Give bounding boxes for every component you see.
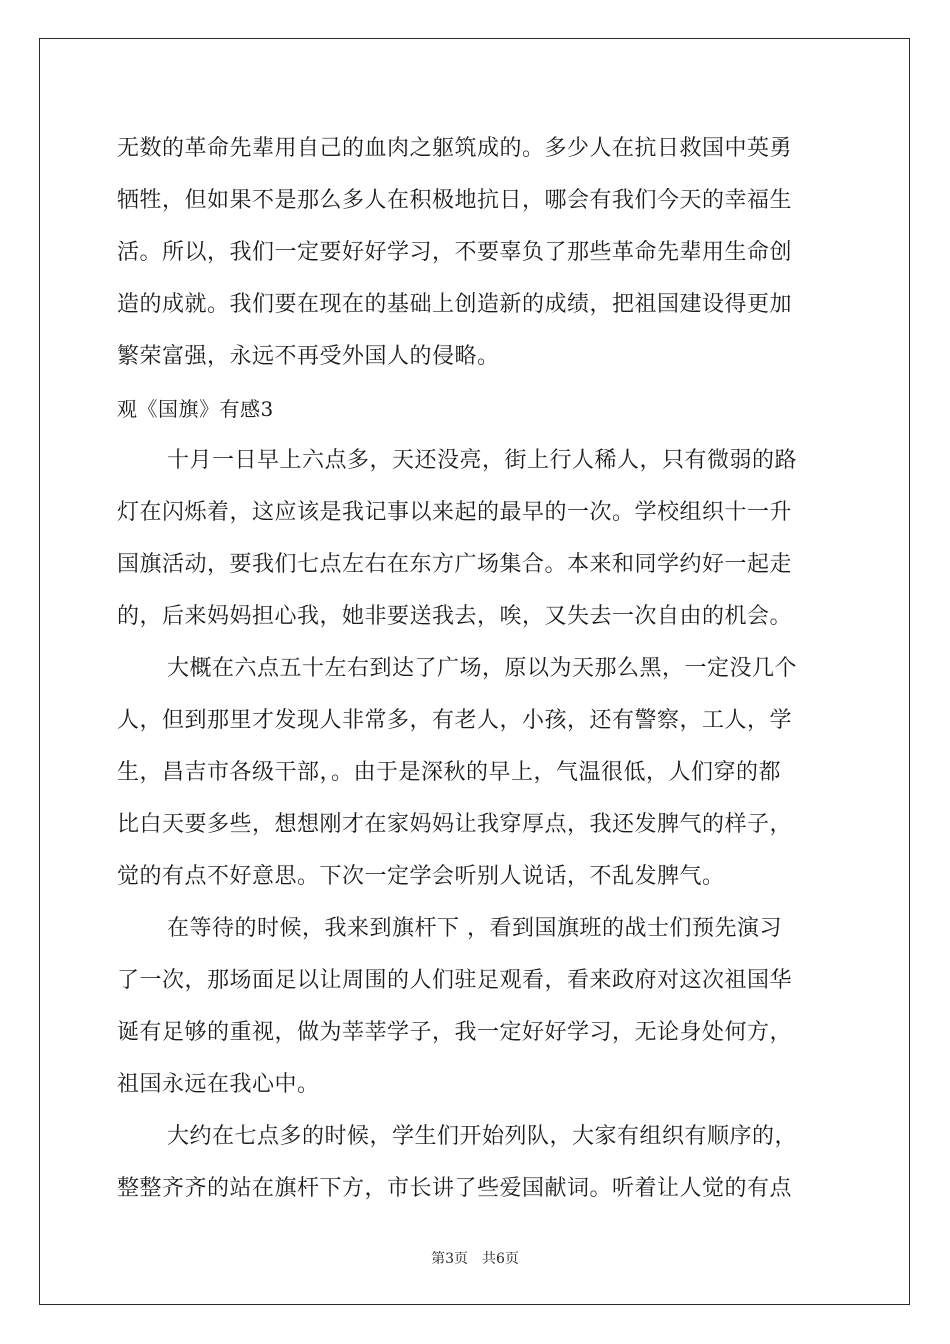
text-line: 了一次，那场面足以让周围的人们驻足观看，看来政府对这次祖国华 xyxy=(117,968,793,993)
text-line: 牺牲，但如果不是那么多人在积极地抗日，哪会有我们今天的幸福生 xyxy=(117,188,793,213)
text-line: 生，昌吉市各级干部，。由于是深秋的早上，气温很低，人们穿的都 xyxy=(117,760,782,785)
text-line: 的，后来妈妈担心我，她非要送我去，唉，又失去一次自由的机会。 xyxy=(117,604,793,629)
text-line: 灯在闪烁着，这应该是我记事以来起的最早的一次。学校组织十一升 xyxy=(117,500,793,525)
text-line: 繁荣富强，永远不再受外国人的侵略。 xyxy=(117,344,500,369)
text-line: 无数的革命先辈用自己的血肉之躯筑成的。多少人在抗日救国中英勇 xyxy=(117,136,793,161)
text-line: 大约在七点多的时候，学生们开始列队，大家有组织有顺序的， xyxy=(167,1124,798,1149)
section-heading: 观《国旗》有感3 xyxy=(117,397,274,421)
text-line: 活。所以，我们一定要好好学习，不要辜负了那些革命先辈用生命创 xyxy=(117,240,793,265)
page-footer xyxy=(0,1248,950,1268)
text-line: 大概在六点五十左右到达了广场，原以为天那么黑，一定没几个 xyxy=(167,656,798,681)
page-number: 第3页 xyxy=(431,1251,468,1267)
page-total: 共6页 xyxy=(482,1251,519,1267)
text-line: 整整齐齐的站在旗杆下方，市长讲了些爱国献词。听着让人觉的有点 xyxy=(117,1176,793,1201)
text-line: 国旗活动，要我们七点左右在东方广场集合。本来和同学约好一起走 xyxy=(117,552,793,577)
text-line: 比白天要多些，想想刚才在家妈妈让我穿厚点，我还发脾气的样子， xyxy=(117,812,793,837)
document-body xyxy=(117,123,835,1215)
text-line: 觉的有点不好意思。下次一定学会听别人说话，不乱发脾气。 xyxy=(117,864,725,889)
text-line: 在等待的时候，我来到旗杆下 ，看到国旗班的战士们预先演习 xyxy=(167,916,782,941)
text-line: 造的成就。我们要在现在的基础上创造新的成绩，把祖国建设得更加 xyxy=(117,292,793,317)
text-line: 十月一日早上六点多，天还没亮，街上行人稀人，只有微弱的路 xyxy=(167,448,798,473)
text-line: 人，但到那里才发现人非常多，有老人，小孩，还有警察，工人，学 xyxy=(117,708,793,733)
text-line: 诞有足够的重视，做为莘莘学子，我一定好好学习，无论身处何方， xyxy=(117,1020,793,1045)
text-line: 祖国永远在我心中。 xyxy=(117,1072,320,1097)
